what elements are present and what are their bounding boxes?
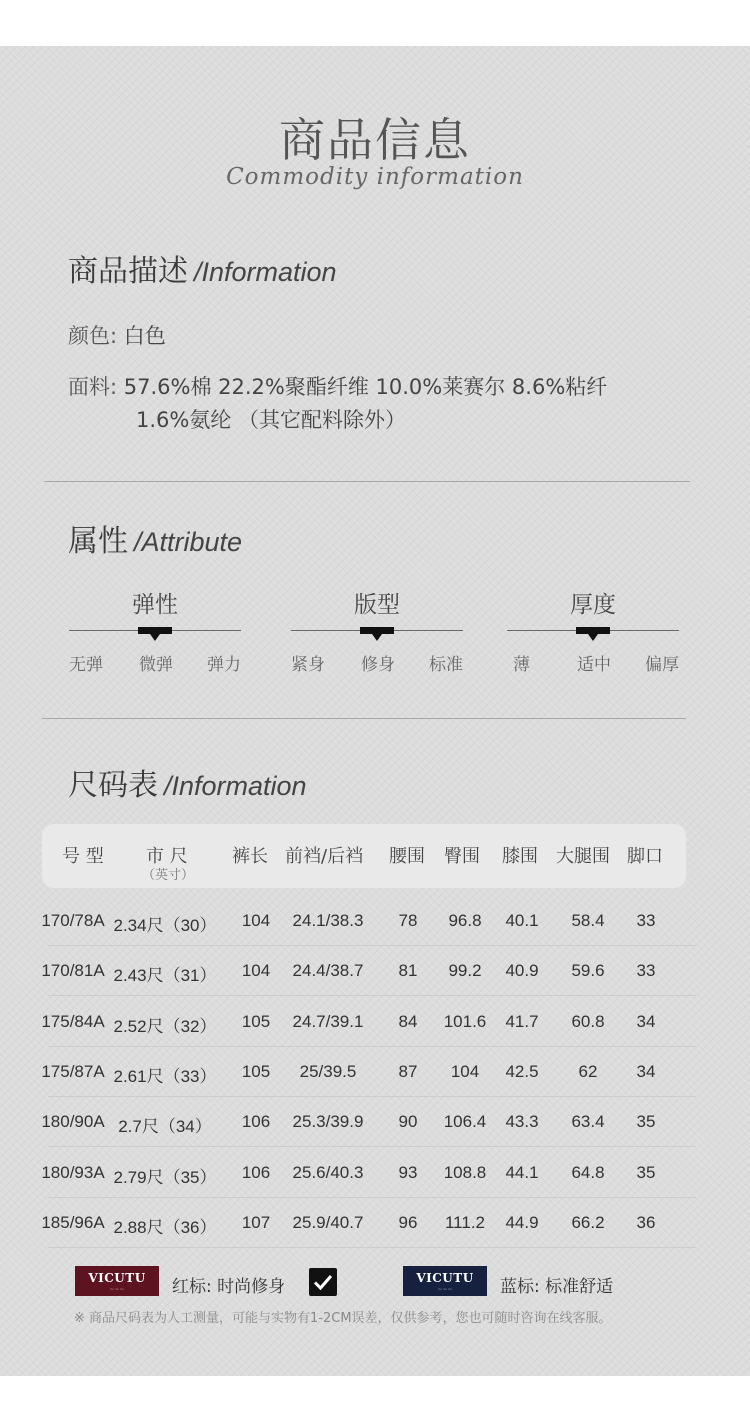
table-cell: 111.2 — [444, 1212, 486, 1232]
check-icon — [309, 1268, 337, 1296]
page-title: 商品信息 — [279, 113, 471, 167]
table-cell: 78 — [398, 911, 418, 930]
table-cell: 42.5 — [505, 1061, 539, 1081]
attribute-group-thickness — [507, 586, 679, 682]
table-cell: 24.1/38.3 — [292, 911, 364, 930]
table-cell: 2.88尺（36） — [113, 1217, 217, 1237]
table-cell: 106 — [241, 1162, 271, 1182]
page-subtitle: Commodity information — [226, 164, 524, 190]
table-cell: 87 — [398, 1061, 418, 1081]
table-cell: 44.9 — [505, 1212, 539, 1232]
table-cell: 35 — [636, 1162, 656, 1182]
table-cell: 64.8 — [571, 1162, 605, 1182]
red-badge-brand: VICUTU — [88, 1271, 146, 1285]
table-cell: 104 — [241, 961, 271, 981]
attribute-option: 微弹 — [139, 655, 173, 675]
table-cell: 2.52尺（32） — [113, 1016, 217, 1036]
attribute-name: 弹性 — [132, 592, 178, 618]
fabric-row — [68, 371, 607, 401]
attribute-option: 弹力 — [207, 655, 241, 675]
attribute-option: 偏厚 — [645, 655, 679, 675]
header-thigh: 大腿围 — [556, 846, 610, 867]
table-cell: 36 — [636, 1212, 656, 1232]
attribute-marker-arrow — [588, 634, 598, 641]
size-chart-section-title — [68, 760, 307, 804]
table-cell: 40.9 — [505, 961, 539, 981]
attribute-title-en: /Attribute — [134, 527, 243, 557]
header-hip: 臀围 — [444, 846, 480, 867]
row-separator — [48, 1247, 696, 1248]
table-cell: 90 — [398, 1112, 418, 1132]
divider — [44, 481, 690, 482]
table-cell: 81 — [398, 961, 418, 981]
red-label-text: 红标: 时尚修身 — [172, 1277, 286, 1297]
table-cell: 24.7/39.1 — [292, 1011, 364, 1031]
table-cell: 24.4/38.7 — [292, 961, 364, 981]
size-chart-title-en: /Information — [164, 771, 307, 801]
table-cell: 180/90A — [41, 1112, 105, 1132]
table-cell: 58.4 — [571, 911, 605, 930]
table-cell: 25.3/39.9 — [292, 1112, 364, 1132]
table-cell: 60.8 — [571, 1011, 605, 1031]
table-cell: 66.2 — [571, 1212, 605, 1232]
attribute-group-fit — [291, 586, 463, 682]
size-chart-title-cn: 尺码表 — [68, 768, 158, 803]
table-cell: 33 — [636, 961, 656, 981]
table-row — [41, 946, 696, 996]
table-cell: 34 — [636, 1061, 656, 1081]
badge-signature: ~~~ — [437, 1286, 453, 1293]
attribute-marker-arrow — [150, 634, 160, 641]
attribute-marker-arrow — [372, 634, 382, 641]
table-cell: 175/84A — [41, 1011, 105, 1031]
description-title-en: /Information — [194, 257, 337, 287]
header-hem: 脚口 — [627, 846, 663, 867]
table-row — [41, 997, 696, 1047]
table-cell: 170/78A — [41, 911, 105, 930]
header-knee: 膝围 — [502, 846, 538, 867]
badge-signature: ~~~ — [109, 1286, 125, 1293]
table-cell: 93 — [398, 1162, 418, 1182]
table-cell: 2.34尺（30） — [113, 916, 217, 935]
attribute-selected-marker — [576, 627, 610, 634]
table-row — [41, 1047, 696, 1097]
table-cell: 185/96A — [41, 1212, 105, 1232]
header-inch-note: （英寸） — [142, 868, 195, 883]
table-row — [41, 896, 696, 946]
table-cell: 41.7 — [505, 1011, 539, 1031]
color-label: 颜色: — [68, 324, 118, 348]
table-cell: 59.6 — [571, 961, 605, 981]
blue-badge-brand: VICUTU — [416, 1271, 474, 1285]
blue-label-badge — [403, 1266, 487, 1296]
table-cell: 44.1 — [505, 1162, 539, 1182]
table-cell: 43.3 — [505, 1112, 539, 1132]
attribute-selected-marker — [360, 627, 394, 634]
header-waist: 腰围 — [389, 846, 425, 867]
header-chinese-measure: 市 尺 — [146, 846, 188, 867]
attribute-name: 版型 — [354, 592, 400, 618]
attribute-group-elasticity — [69, 586, 241, 682]
divider — [42, 718, 686, 719]
table-cell: 175/87A — [41, 1061, 105, 1081]
table-cell: 2.43尺（31） — [113, 966, 217, 986]
table-cell: 40.1 — [505, 911, 539, 930]
header-size: 号 型 — [62, 846, 104, 867]
table-cell: 105 — [241, 1011, 271, 1031]
table-cell: 106 — [241, 1112, 271, 1132]
table-cell: 34 — [636, 1011, 656, 1031]
description-section-title — [68, 246, 337, 290]
table-cell: 25.6/40.3 — [292, 1162, 364, 1182]
color-value: 白色 — [123, 324, 166, 348]
table-cell: 96 — [398, 1212, 418, 1232]
table-row — [41, 1097, 696, 1147]
table-cell: 25/39.5 — [299, 1061, 357, 1081]
table-cell: 33 — [636, 911, 656, 930]
blue-label-text: 蓝标: 标准舒适 — [500, 1277, 614, 1297]
table-cell: 84 — [398, 1011, 418, 1031]
attribute-option: 标准 — [429, 655, 463, 675]
table-cell: 25.9/40.7 — [292, 1212, 364, 1232]
size-chart-header — [42, 824, 686, 888]
table-cell: 35 — [636, 1112, 656, 1132]
fabric-line-2: 1.6%氨纶 （其它配料除外） — [136, 408, 407, 432]
table-cell: 63.4 — [571, 1112, 605, 1132]
description-title-cn: 商品描述 — [68, 254, 188, 289]
table-cell: 62 — [578, 1061, 598, 1081]
header-length: 裤长 — [232, 846, 268, 867]
attribute-selected-marker — [138, 627, 172, 634]
red-label-badge — [75, 1266, 159, 1296]
table-cell: 101.6 — [443, 1011, 487, 1031]
table-cell: 2.61尺（33） — [113, 1066, 217, 1086]
table-cell: 170/81A — [41, 961, 105, 981]
fabric-label: 面料: — [68, 375, 118, 399]
table-cell: 96.8 — [448, 911, 482, 930]
color-row — [68, 320, 166, 350]
header-rise: 前裆/后裆 — [285, 846, 364, 867]
table-cell: 106.4 — [443, 1112, 487, 1132]
table-cell: 108.8 — [443, 1162, 487, 1182]
table-cell: 104 — [241, 911, 271, 930]
attribute-option: 薄 — [513, 655, 530, 675]
fabric-line-1: 57.6%棉 22.2%聚酯纤维 10.0%莱赛尔 8.6%粘纤 — [123, 375, 608, 399]
table-cell: 2.7尺（34） — [118, 1117, 212, 1137]
table-cell: 180/93A — [41, 1162, 105, 1182]
table-cell: 2.79尺（35） — [113, 1167, 217, 1187]
measurement-note: ※ 商品尺码表为人工测量，可能与实物有1-2CM误差，仅供参考，您也可随时咨询在线客服。 — [74, 1311, 612, 1326]
table-row — [41, 1148, 696, 1198]
attribute-option: 修身 — [361, 655, 395, 675]
table-cell: 104 — [450, 1061, 480, 1081]
attribute-option: 无弹 — [69, 655, 103, 675]
table-cell: 105 — [241, 1061, 271, 1081]
attribute-name: 厚度 — [570, 592, 616, 618]
attribute-section-title — [68, 516, 242, 560]
attribute-title-cn: 属性 — [68, 524, 128, 559]
product-info-panel — [0, 46, 750, 1376]
attribute-option: 适中 — [577, 655, 611, 675]
table-row — [41, 1198, 696, 1248]
table-cell: 107 — [241, 1212, 271, 1232]
table-cell: 99.2 — [448, 961, 482, 981]
attribute-option: 紧身 — [291, 655, 325, 675]
